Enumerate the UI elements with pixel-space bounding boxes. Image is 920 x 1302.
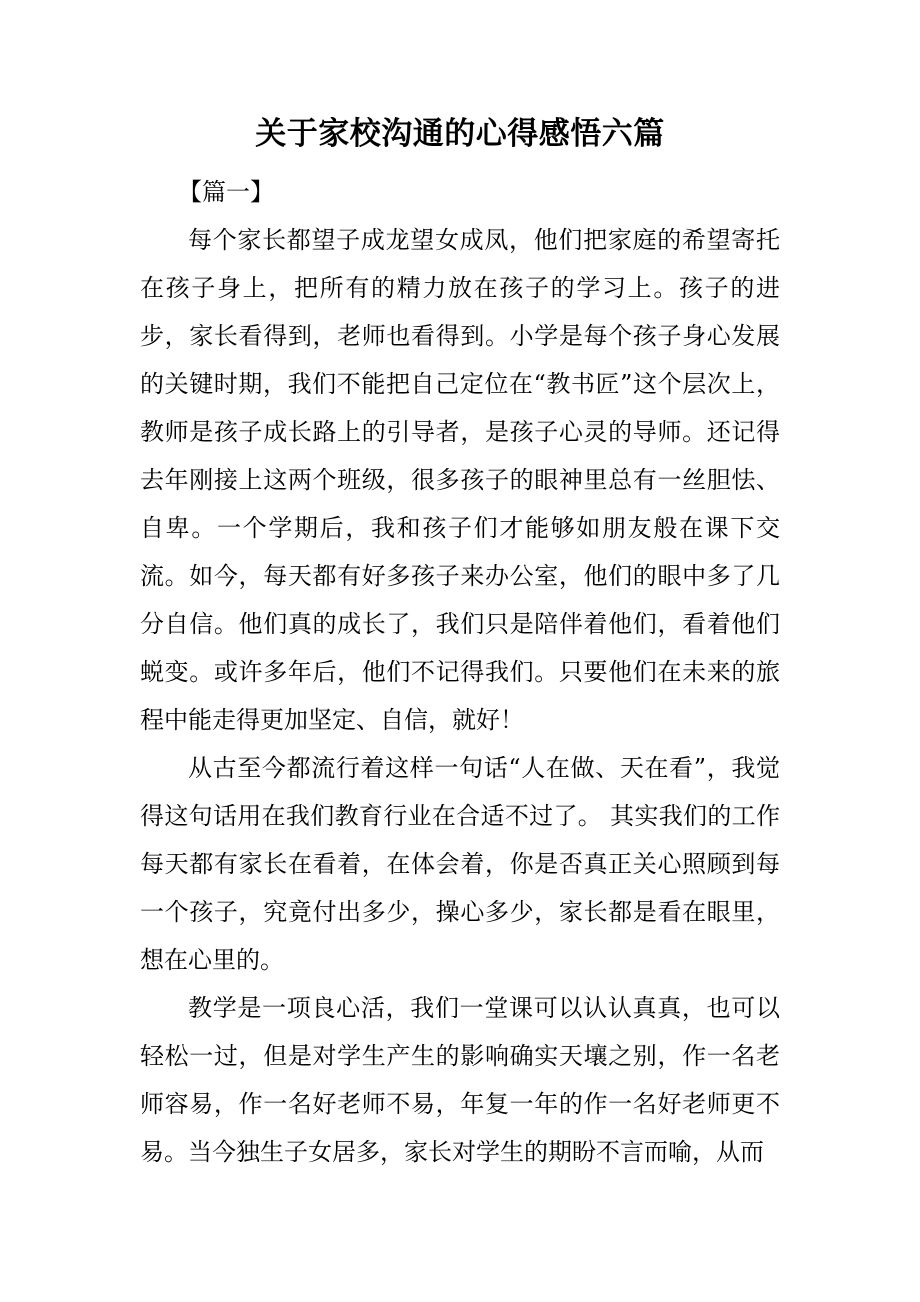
paragraph-2: 从古至今都流行着这样一句话“人在做、天在看”，我觉得这句话用在我们教育行业在合适不过了。 其实我们的工作每天都有家长在看着，在体会着，你是否真正关心照顾到每一个孩子，究竟付出多少，操心多少，家长都是看在眼里，想在心里的。 [140, 754, 780, 974]
section-heading: 【篇一】 [178, 178, 274, 206]
document-body [140, 216, 780, 1176]
document-title: 关于家校沟通的心得感悟六篇 [255, 116, 665, 152]
paragraph-1: 每个家长都望子成龙望女成凤，他们把家庭的希望寄托在孩子身上，把所有的精力放在孩子的学习上。孩子的进步，家长看得到，老师也看得到。小学是每个孩子身心发展的关键时期，我们不能把自己定位在“教书匠”这个层次上，教师是孩子成长路上的引导者，是孩子心灵的导师。还记得去年刚接上这两个班级，很多孩子的眼神里总有一丝胆怯、自卑。一个学期后，我和孩子们才能够如朋友般在课下交流。如今，每天都有好多孩子来办公室，他们的眼中多了几分自信。他们真的成长了，我们只是陪伴着他们，看着他们蜕变。或许多年后，他们不记得我们。只要他们在未来的旅程中能走得更加坚定、自信，就好！ [140, 226, 780, 734]
paragraph-3: 教学是一项良心活，我们一堂课可以认认真真，也可以轻松一过，但是对学生产生的影响确实天壤之别，作一名老师容易，作一名好老师不易，年复一年的作一名好老师更不易。当今独生子女居多，家长对学生的期盼不言而喻，从而 [140, 994, 780, 1166]
